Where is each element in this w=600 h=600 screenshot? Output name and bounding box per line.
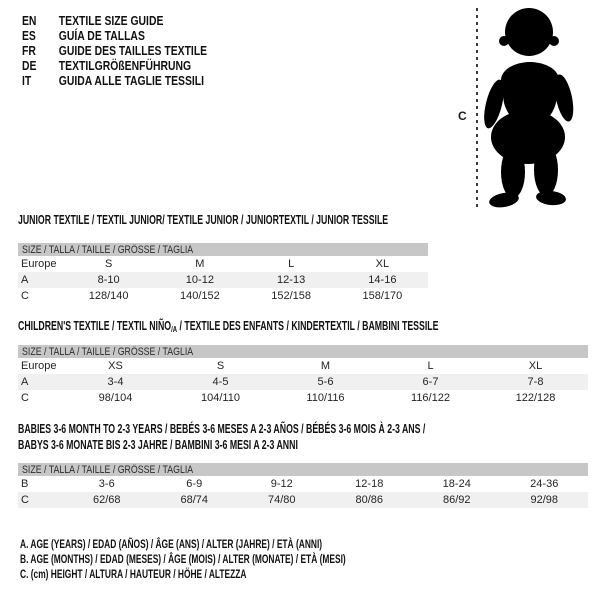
legend-text: B. AGE (MONTHS) / EDAD (MESES) / ÂGE (MOIS) / ALTER (MONATE) / ETÀ (MESI) [20, 552, 346, 566]
cell: S [104, 258, 113, 270]
legend-line-b [20, 552, 485, 567]
row-label: Europe [21, 360, 57, 372]
cell: 92/98 [501, 492, 589, 508]
cell: L [427, 360, 434, 372]
junior-size-table [18, 243, 428, 304]
language-line-it [22, 73, 253, 88]
babies-size-table [18, 463, 588, 508]
size-header-label: SIZE / TALLA / TAILLE / GRÖSSE / TAGLIA [22, 243, 194, 256]
language-line-en [22, 13, 253, 28]
size-header-label: SIZE / TALLA / TAILLE / GRÖSSE / TAGLIA [22, 345, 194, 358]
language-label: TEXTILE SIZE GUIDE [58, 13, 164, 28]
row-label: A [18, 374, 63, 390]
table-row-months [18, 476, 588, 492]
cell: 152/158 [271, 290, 311, 302]
size-header-row [18, 463, 588, 476]
section-title-line1: BABIES 3-6 MONTH TO 2-3 YEARS / BEBÉS 3-6 MESES A 2-3 AÑOS / BÉBÉS 3-6 MOIS À 2-3 ANS / [18, 422, 426, 436]
cell: 14-16 [337, 272, 428, 288]
language-label: GUÍA DE TALLAS [58, 28, 145, 43]
head-shape [505, 8, 553, 56]
cell: 158/170 [362, 290, 403, 302]
leg-left-shape [501, 146, 525, 198]
language-line-es [22, 28, 253, 43]
row-label: Europe [21, 258, 57, 270]
cell: 9-12 [270, 478, 293, 490]
section-title-text [18, 318, 438, 337]
section-title-line2: BABYS 3-6 MONATE BIS 2-3 JAHRE / BAMBINI 3-6 MESI A 2-3 ANNI [18, 438, 298, 452]
language-label: GUIDA ALLE TAGLIE TESSILI [58, 73, 205, 88]
cell: 3-4 [63, 374, 168, 390]
title-prefix: CHILDREN'S TEXTILE / TEXTIL NIÑO [18, 319, 172, 333]
language-code: ES [22, 28, 36, 43]
table-row-age [18, 374, 588, 390]
row-label: C [21, 290, 29, 302]
legend-line-c [20, 567, 485, 582]
cell: 140/152 [179, 290, 220, 302]
row-label: A [18, 272, 63, 288]
ear-left-shape [499, 36, 509, 46]
cell: XL [528, 360, 543, 372]
cell: 116/122 [411, 392, 450, 404]
cell: 18-24 [442, 478, 471, 490]
cell: 104/110 [201, 392, 240, 404]
language-code: FR [22, 43, 36, 58]
section-title-text: JUNIOR TEXTILE / TEXTIL JUNIOR/ TEXTILE JUNIOR / JUNIORTEXTIL / JUNIOR TESSILE [18, 213, 389, 227]
language-code: IT [22, 73, 32, 88]
cell: 128/140 [88, 290, 129, 302]
cell: 122/128 [515, 392, 556, 404]
table-row-height [18, 492, 588, 508]
cell: 98/104 [98, 392, 133, 404]
table-row-age [18, 272, 428, 288]
cell: 80/86 [326, 492, 414, 508]
row-label: C [21, 392, 29, 404]
toddler-figure [450, 2, 600, 214]
language-label: TEXTILGRÖßENFÜHRUNG [58, 58, 192, 73]
cell: XL [375, 258, 390, 270]
table-row-europe [18, 358, 588, 374]
cell: 5-6 [273, 374, 378, 390]
table-row-europe [18, 256, 428, 272]
table-row-height [18, 390, 588, 406]
cell: 86/92 [413, 492, 501, 508]
children-size-table [18, 345, 588, 406]
cell: M [195, 258, 205, 270]
language-guide [22, 13, 253, 88]
cell: 3-6 [98, 478, 115, 490]
table-row-height [18, 288, 428, 304]
height-marker-label: C [458, 109, 467, 123]
legend-text: A. AGE (YEARS) / EDAD (AÑOS) / ÂGE (ANS) / ALTER (JAHRE) / ETÀ (ANNI) [20, 537, 323, 551]
row-label: C [18, 492, 63, 508]
cell: 7-8 [483, 374, 588, 390]
ear-right-shape [549, 36, 559, 46]
size-header-row [18, 345, 588, 358]
language-code: DE [22, 58, 37, 73]
size-header-row [18, 243, 428, 256]
language-label: GUIDE DES TAILLES TEXTILE [58, 43, 208, 58]
cell: 68/74 [151, 492, 239, 508]
section-title-babies [18, 421, 600, 453]
language-line-de [22, 58, 253, 73]
cell: 4-5 [168, 374, 273, 390]
language-line-fr [22, 43, 253, 58]
legend-text: C. (cm) HEIGHT / ALTURA / HAUTEUR / HÖHE / ALTEZZA [20, 567, 247, 581]
section-title-junior [18, 212, 547, 228]
cell: 74/80 [238, 492, 326, 508]
cell: 24-36 [530, 478, 559, 490]
cell: L [288, 258, 295, 270]
section-title-children [18, 318, 600, 337]
title-suffix: / TEXTILE DES ENFANTS / KINDERTEXTIL / BAMBINI TESSILE [177, 319, 439, 333]
cell: 12-13 [246, 272, 337, 288]
cell: 10-12 [154, 272, 245, 288]
cell: 62/68 [63, 492, 151, 508]
cell: 6-7 [378, 374, 483, 390]
cell: S [216, 360, 225, 372]
cell: XS [108, 360, 123, 372]
cell: 8-10 [63, 272, 154, 288]
title-subscript: /A [171, 324, 178, 334]
cell: 6-9 [186, 478, 203, 490]
cell: M [320, 360, 331, 372]
size-header-label: SIZE / TALLA / TAILLE / GRÖSSE / TAGLIA [22, 463, 194, 476]
toddler-silhouette [480, 8, 577, 209]
row-label: B [21, 478, 29, 490]
legend [20, 537, 485, 582]
cell: 12-18 [355, 478, 384, 490]
language-code: EN [22, 13, 37, 28]
legend-line-a [20, 537, 485, 552]
leg-right-shape [534, 144, 558, 196]
cell: 110/116 [306, 392, 345, 404]
